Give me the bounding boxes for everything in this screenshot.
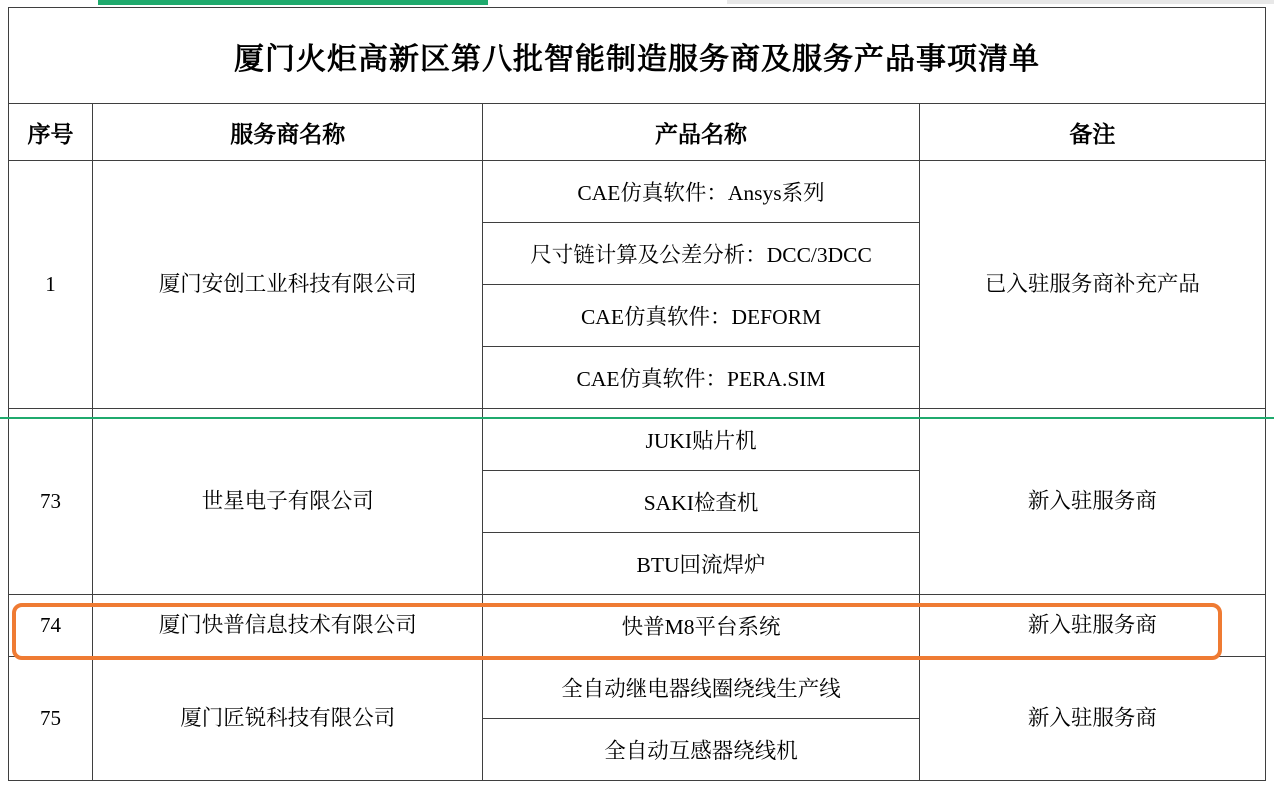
row-note: 新入驻服务商 [919,409,1265,595]
service-provider-table [8,7,1266,781]
column-header-vendor: 服务商名称 [93,104,483,161]
table-title-row [9,8,1266,104]
row-note: 新入驻服务商 [919,595,1265,657]
product-list [483,595,918,656]
table-row [9,409,1266,595]
row-products [483,161,919,409]
column-header-note: 备注 [919,104,1265,161]
page-title: 厦门火炬高新区第八批智能制造服务商及服务产品事项清单 [9,8,1266,104]
product-item: CAE仿真软件：Ansys系列 [483,161,918,223]
row-vendor: 厦门快普信息技术有限公司 [93,595,483,657]
row-note: 新入驻服务商 [919,657,1265,781]
product-item: 全自动继电器线圈绕线生产线 [483,657,918,719]
product-list [483,657,918,780]
row-products [483,595,919,657]
column-header-product: 产品名称 [483,104,919,161]
row-vendor: 厦门匠锐科技有限公司 [93,657,483,781]
product-item: SAKI检查机 [483,471,918,533]
product-list [483,161,918,408]
table-row [9,161,1266,409]
row-vendor: 世星电子有限公司 [93,409,483,595]
row-no: 74 [9,595,93,657]
product-item: 尺寸链计算及公差分析：DCC/3DCC [483,223,918,285]
row-vendor: 厦门安创工业科技有限公司 [93,161,483,409]
document-body [0,5,1274,781]
product-item: JUKI贴片机 [483,409,918,471]
table-row [9,595,1266,657]
row-note: 已入驻服务商补充产品 [919,161,1265,409]
row-products [483,657,919,781]
product-item: CAE仿真软件：DEFORM [483,285,918,347]
product-item: 快普M8平台系统 [621,615,781,639]
row-no: 73 [9,409,93,595]
product-item: CAE仿真软件：PERA.SIM [576,367,826,391]
table-header-row [9,104,1266,161]
table-row [9,657,1266,781]
product-list [483,409,918,594]
row-products [483,409,919,595]
column-header-no: 序号 [9,104,93,161]
gray-accent-bar [727,0,1274,4]
row-no: 75 [9,657,93,781]
product-item: BTU回流焊炉 [636,553,766,577]
product-item: 全自动互感器绕线机 [604,739,798,763]
row-no: 1 [9,161,93,409]
